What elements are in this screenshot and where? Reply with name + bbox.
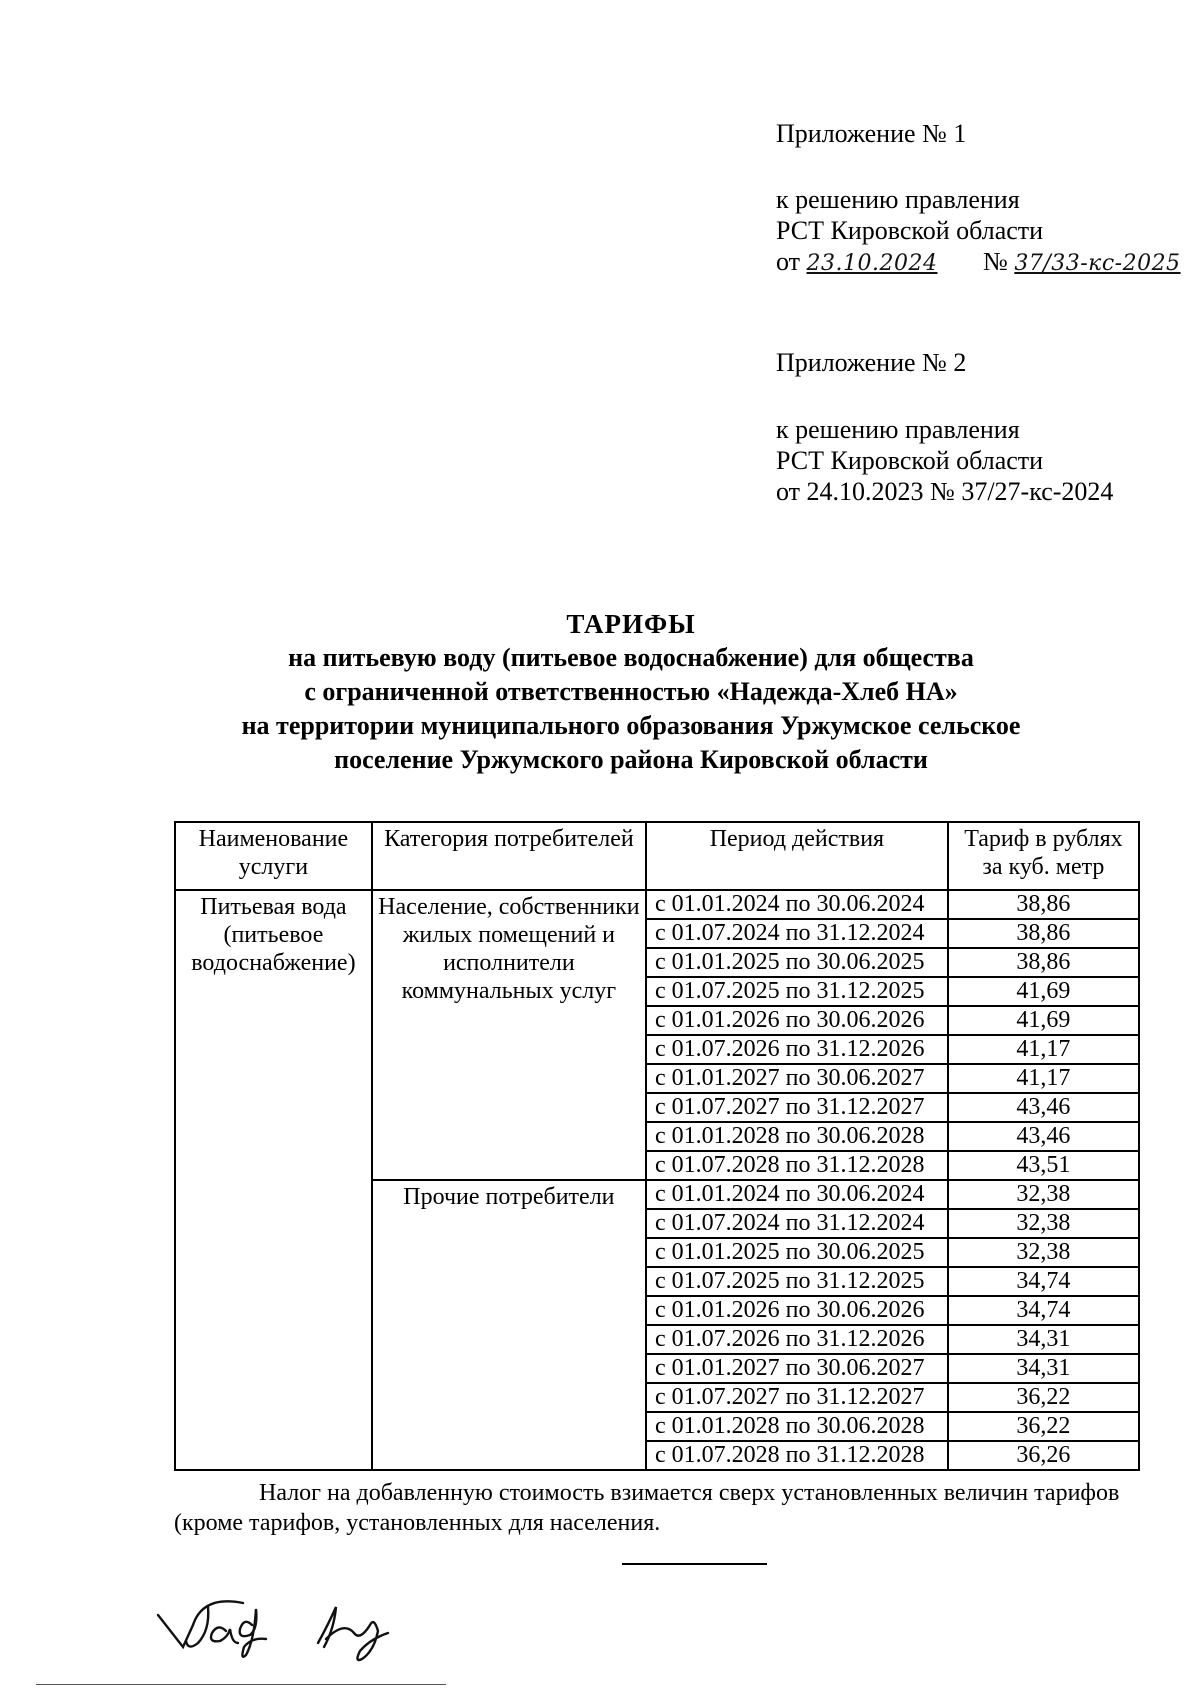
period-cell: с 01.01.2027 по 30.06.2027	[646, 1354, 948, 1383]
handwritten-number: 37/33-кс-2025	[1014, 251, 1181, 276]
appendix-1-date-prefix: от	[776, 247, 801, 276]
period-cell: с 01.01.2026 по 30.06.2026	[646, 1296, 948, 1325]
period-cell: с 01.07.2025 по 31.12.2025	[646, 977, 948, 1006]
header-category: Категория потребителей	[372, 822, 646, 890]
appendix-2-line2: РСТ Кировской области	[776, 446, 1044, 475]
category-cell: Прочие потребители	[372, 1180, 646, 1470]
tariff-value-cell: 38,86	[948, 919, 1139, 948]
tariff-value-cell: 34,74	[948, 1296, 1139, 1325]
bottom-rule	[36, 1684, 446, 1685]
vat-note-line-2: (кроме тарифов, установленных для населения.	[174, 1510, 661, 1536]
period-cell: с 01.01.2024 по 30.06.2024	[646, 890, 948, 919]
period-cell: с 01.07.2024 по 31.12.2024	[646, 919, 948, 948]
tariff-value-cell: 32,38	[948, 1238, 1139, 1267]
end-divider	[622, 1563, 767, 1565]
tariff-value-cell: 41,17	[948, 1064, 1139, 1093]
title-line-1: на питьевую воду (питьевое водоснабжение) для общества	[288, 643, 974, 672]
vat-note	[174, 1478, 1140, 1538]
period-cell: с 01.01.2024 по 30.06.2024	[646, 1180, 948, 1209]
table-row	[175, 890, 1139, 919]
appendix-2-line1: к решению правления	[776, 415, 1020, 444]
header-tariff: Тариф в рублях за куб. метр	[948, 822, 1139, 890]
table-header-row	[175, 822, 1139, 890]
tariff-value-cell: 34,31	[948, 1354, 1139, 1383]
period-cell: с 01.07.2027 по 31.12.2027	[646, 1093, 948, 1122]
handwritten-date: 23.10.2024	[806, 251, 938, 276]
appendix-1-title-text: Приложение № 1	[776, 119, 967, 148]
tariff-value-cell: 34,74	[948, 1267, 1139, 1296]
period-cell: с 01.07.2028 по 31.12.2028	[646, 1441, 948, 1470]
period-cell: с 01.07.2026 по 31.12.2026	[646, 1325, 948, 1354]
appendix-2-line3: от 24.10.2023 № 37/27-кс-2024	[776, 477, 1114, 506]
tariff-table	[174, 821, 1140, 1471]
tariff-value-cell: 43,46	[948, 1122, 1139, 1151]
vat-note-line-1: Налог на добавленную стоимость взимается сверх установленных величин тарифов	[259, 1480, 1120, 1506]
header-service: Наименование услуги	[175, 822, 372, 890]
period-cell: с 01.01.2026 по 30.06.2026	[646, 1006, 948, 1035]
tariff-value-cell: 38,86	[948, 890, 1139, 919]
tariff-value-cell: 43,51	[948, 1151, 1139, 1180]
signature-image	[148, 1585, 448, 1665]
appendix-2-title	[776, 347, 966, 378]
appendix-2-title-text: Приложение № 2	[776, 348, 967, 377]
period-cell: с 01.01.2028 по 30.06.2028	[646, 1122, 948, 1151]
period-cell: с 01.07.2028 по 31.12.2028	[646, 1151, 948, 1180]
period-cell: с 01.07.2027 по 31.12.2027	[646, 1383, 948, 1412]
title-line-3: на территории муниципального образования Уржумское сельское	[241, 711, 1021, 740]
tariff-value-cell: 43,46	[948, 1093, 1139, 1122]
appendix-1-number-prefix: №	[983, 247, 1008, 276]
tariff-value-cell: 36,22	[948, 1412, 1139, 1441]
tariff-value-cell: 41,69	[948, 977, 1139, 1006]
appendix-1-reference	[776, 184, 1181, 279]
tariff-value-cell: 32,38	[948, 1209, 1139, 1238]
tariff-value-cell: 41,69	[948, 1006, 1139, 1035]
category-cell: Население, собственники жилых помещений и исполнители коммунальных услуг	[372, 890, 646, 1180]
header-period: Период действия	[646, 822, 948, 890]
tariff-value-cell: 36,22	[948, 1383, 1139, 1412]
service-name-cell: Питьевая вода (питьевое водоснабжение)	[175, 890, 372, 1470]
appendix-1-line2: РСТ Кировской области	[776, 216, 1044, 245]
period-cell: с 01.01.2025 по 30.06.2025	[646, 948, 948, 977]
document-title	[0, 607, 1200, 777]
tariff-value-cell: 36,26	[948, 1441, 1139, 1470]
tariff-value-cell: 34,31	[948, 1325, 1139, 1354]
appendix-2-reference	[776, 414, 1113, 507]
title-line-4: поселение Уржумского района Кировской области	[334, 745, 928, 774]
tariff-value-cell: 38,86	[948, 948, 1139, 977]
period-cell: с 01.07.2026 по 31.12.2026	[646, 1035, 948, 1064]
tariff-table-body	[175, 890, 1139, 1470]
period-cell: с 01.01.2025 по 30.06.2025	[646, 1238, 948, 1267]
period-cell: с 01.01.2027 по 30.06.2027	[646, 1064, 948, 1093]
title-line-2: с ограниченной ответственностью «Надежда-Хлеб НА»	[304, 677, 958, 706]
tariff-value-cell: 32,38	[948, 1180, 1139, 1209]
tariff-value-cell: 41,17	[948, 1035, 1139, 1064]
appendix-1-date-line	[776, 246, 1181, 279]
appendix-1-title	[776, 118, 966, 149]
title-main: ТАРИФЫ	[566, 609, 696, 639]
period-cell: с 01.01.2028 по 30.06.2028	[646, 1412, 948, 1441]
period-cell: с 01.07.2025 по 31.12.2025	[646, 1267, 948, 1296]
period-cell: с 01.07.2024 по 31.12.2024	[646, 1209, 948, 1238]
appendix-1-line1: к решению правления	[776, 185, 1020, 214]
